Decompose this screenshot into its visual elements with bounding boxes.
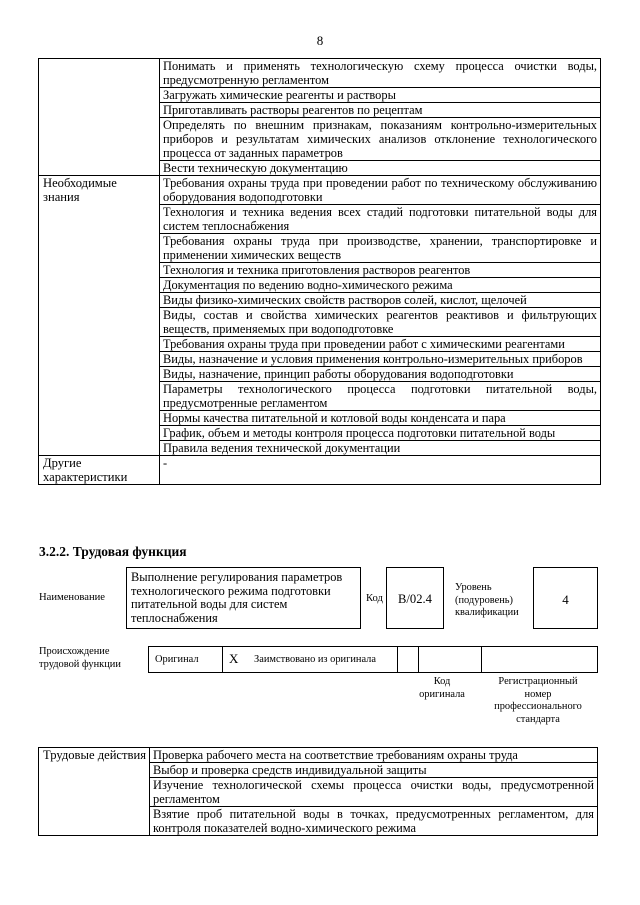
name-value-box [126, 567, 361, 629]
name-label: Наименование [39, 592, 105, 603]
table-cell-item: Виды, назначение, принцип работы оборудования водоподготовки [160, 367, 601, 382]
table-row [39, 456, 601, 485]
table-cell-item: Технология и техника ведения всех стадий подготовки питательной воды для систем теплоснабжения [160, 205, 601, 234]
borrowed-label: Заимствовано из оригинала [254, 654, 376, 665]
table-cell-item: Взятие проб питательной воды в точках, предусмотренных регламентом, для контроля показателей водно-химического режима [150, 807, 598, 836]
level-value: 4 [562, 592, 569, 607]
table-cell-item: Загружать химические реагенты и растворы [160, 88, 601, 103]
origin-label: Происхождение трудовой функции [39, 646, 121, 670]
table-cell-item: Виды физико-химических свойств растворов солей, кислот, щелочей [160, 293, 601, 308]
table-cell-item: Правила ведения технической документации [160, 441, 601, 456]
table-cell-item: Виды, назначение и условия применения контрольно-измерительных приборов [160, 352, 601, 367]
table-cell-item: Виды, состав и свойства химических реагентов реактивов и фильтрующих веществ, применяемых при водоподготовке [160, 308, 601, 337]
table-cell-item: Вести техническую документацию [160, 161, 601, 176]
skills-knowledge-table [38, 58, 601, 485]
table-cell-item: Нормы качества питательной и котловой воды конденсата и пара [160, 411, 601, 426]
code-original-cell [418, 646, 482, 673]
table-cell-item: Определять по внешним признакам, показаниям контрольно-измерительных приборов и результатам химических анализов отклонение технологического процесса от заданных параметров [160, 118, 601, 161]
name-value: Выполнение регулирования параметров технологического режима подготовки питательной воды для систем теплоснабжения [131, 570, 343, 625]
row-group-label [39, 59, 160, 176]
level-value-box [533, 567, 598, 629]
table-row [39, 176, 601, 205]
row-group-label: Другие характеристики [39, 456, 160, 485]
table-cell-item: Требования охраны труда при проведении работ с химическими реагентами [160, 337, 601, 352]
code-value-box [386, 567, 444, 629]
level-label: Уровень (подуровень) квалификации [455, 582, 519, 618]
page-number: 8 [316, 33, 324, 48]
table-cell-item: Требования охраны труда при производстве, хранении, транспортировке и применении химических веществ [160, 234, 601, 263]
table-cell-item: График, объем и методы контроля процесса подготовки питательной воды [160, 426, 601, 441]
labor-actions-table [38, 747, 598, 836]
code-value: B/02.4 [398, 592, 432, 606]
table-cell-item: Проверка рабочего места на соответствие требованиям охраны труда [150, 748, 598, 763]
table-cell-item: Выбор и проверка средств индивидуальной защиты [150, 763, 598, 778]
table-cell-item: Документация по ведению водно-химического режима [160, 278, 601, 293]
code-label: Код [366, 593, 383, 604]
table-cell-item: Изучение технологической схемы процесса очистки воды, предусмотренной регламентом [150, 778, 598, 807]
table-cell-item: - [160, 456, 601, 485]
reg-number-label: Регистрационный номер профессионального стандарта [494, 676, 582, 725]
table-cell-item: Приготавливать растворы реагентов по рецептам [160, 103, 601, 118]
table-cell-item: Параметры технологического процесса подготовки питательной воды, предусмотренные регламентом [160, 382, 601, 411]
code-original-label: Код оригинала [419, 676, 465, 700]
section-title: 3.2.2. Трудовая функция [39, 544, 187, 559]
row-group-label: Трудовые действия [39, 748, 150, 836]
table-row [39, 59, 601, 88]
table-cell-item: Понимать и применять технологическую схему процесса очистки воды, предусмотренную регламентом [160, 59, 601, 88]
original-label: Оригинал [155, 654, 199, 665]
table-row [39, 748, 598, 763]
row-group-label: Необходимые знания [39, 176, 160, 456]
table-cell-item: Требования охраны труда при проведении работ по техническому обслуживанию оборудования водоподготовки [160, 176, 601, 205]
table-cell-item: Технология и техника приготовления растворов реагентов [160, 263, 601, 278]
original-mark: X [229, 651, 239, 666]
